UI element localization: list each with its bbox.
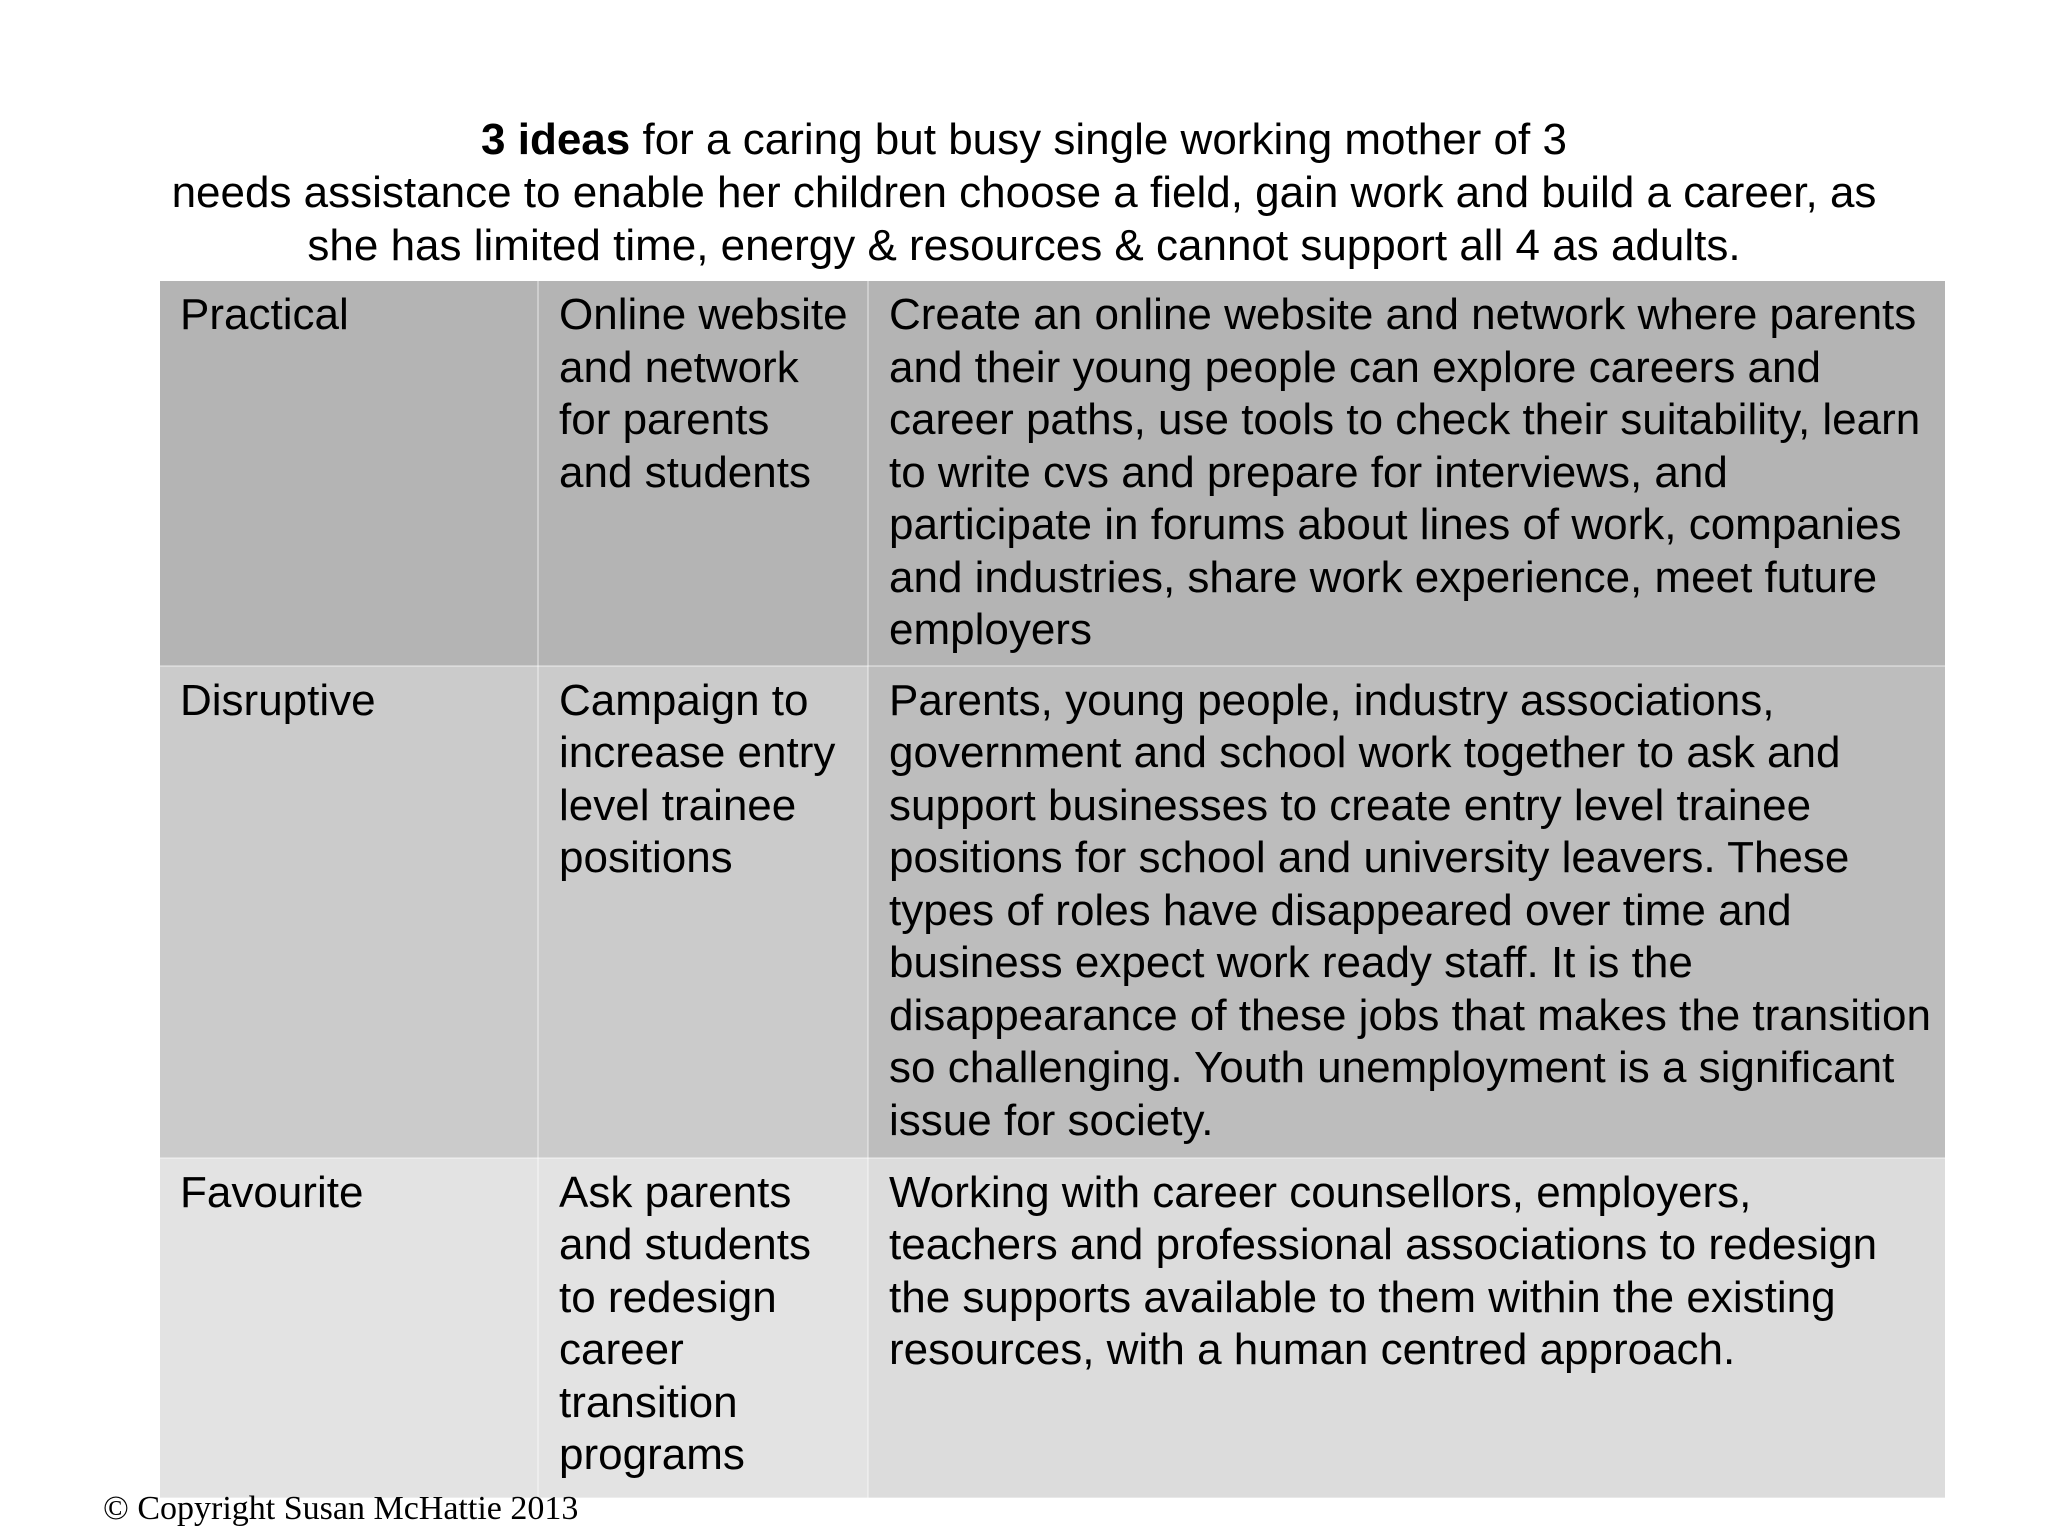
- copyright-notice: © Copyright Susan McHattie 2013: [103, 1490, 579, 1527]
- title-bold-lead: 3 ideas: [481, 115, 631, 164]
- page-title: [100, 113, 1948, 272]
- idea-cell: Online website and network for parents and students: [538, 281, 868, 666]
- idea-cell: Campaign to increase entry level trainee positions: [538, 666, 868, 1158]
- title-line-1: [100, 113, 1948, 166]
- description-cell: Parents, young people, industry associations, government and school work together to ask and support businesses to create entry level trainee positions for school and university leavers. These types of roles have disappeared over time and business expect work ready staff. It is the disappearance of these jobs that makes the transition so challenging. Youth unemployment is a significant issue for society.: [868, 666, 1945, 1158]
- table-row-disruptive: [160, 666, 1945, 1158]
- category-cell: Disruptive: [160, 666, 538, 1158]
- title-line-2: needs assistance to enable her children choose a field, gain work and build a career, as: [171, 168, 1877, 217]
- description-cell: Working with career counsellors, employers, teachers and professional associations to redesign the supports available to them within the existing resources, with a human centred approach.: [868, 1158, 1945, 1498]
- title-line-1-rest: for a caring but busy single working mother of 3: [630, 115, 1567, 164]
- category-cell: Favourite: [160, 1158, 538, 1498]
- table-row-favourite: [160, 1158, 1945, 1498]
- category-cell: Practical: [160, 281, 538, 666]
- description-cell: Create an online website and network where parents and their young people can explore careers and career paths, use tools to check their suitability, learn to write cvs and prepare for interviews, and participate in forums about lines of work, companies and industries, share work experience, meet future employers: [868, 281, 1945, 666]
- title-line-3: she has limited time, energy & resources & cannot support all 4 as adults.: [307, 221, 1741, 270]
- table-row-practical: [160, 281, 1945, 666]
- ideas-table: [160, 281, 1945, 1499]
- idea-cell: Ask parents and students to redesign career transition programs: [538, 1158, 868, 1498]
